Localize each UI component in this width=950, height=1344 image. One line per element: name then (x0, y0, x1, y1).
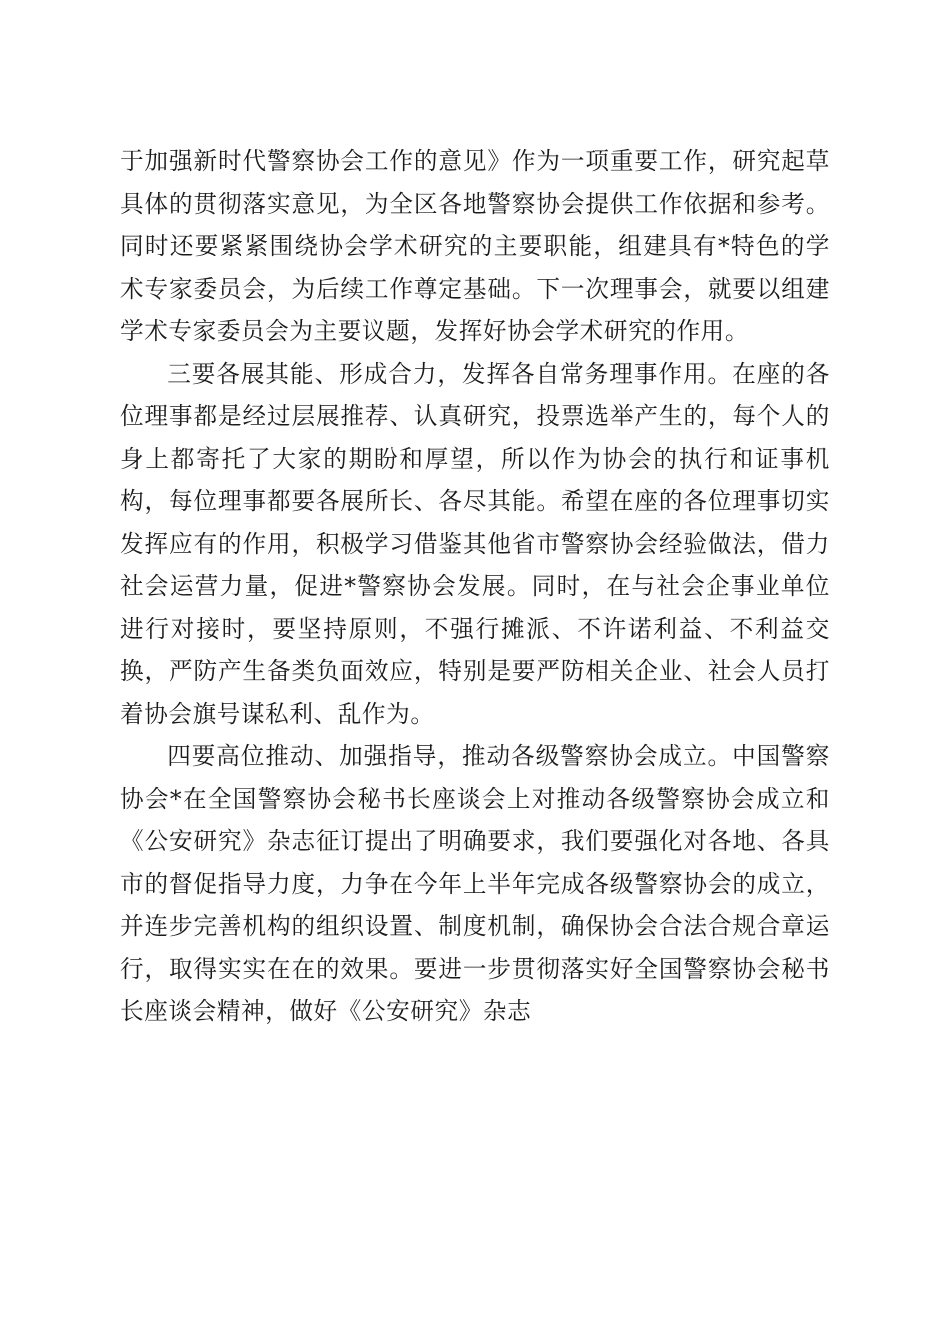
document-page (120, 140, 830, 1033)
paragraph-four: 四要高位推动、加强指导，推动各级警察协会成立。中国警察协会*在全国警察协会秘书长座谈会上对推动各级警察协会成立和《公安研究》杂志征订提出了明确要求，我们要强化对各地、各具市的督促指导力度，力争在今年上半年完成各级警察协会的成立，并连步完善机构的组织设置、制度机制，确保协会合法合规合章运行，取得实实在在的效果。要进一步贯彻落实好全国警察协会秘书长座谈会精神，做好《公安研究》杂志 (120, 742, 830, 1025)
paragraph-continuation: 于加强新时代警察协会工作的意见》作为一项重要工作，研究起草具体的贯彻落实意见，为全区各地警察协会提供工作依据和参考。同时还要紧紧围绕协会学术研究的主要职能，组建具有*特色的学术专家委员会，为后续工作尊定基础。下一次理事会，就要以组建学术专家委员会为主要议题，发挥好协会学术研究的作用。 (120, 147, 830, 345)
paragraph-three: 三要各展其能、形成合力，发挥各自常务理事作用。在座的各位理事都是经过层展推荐、认真研究，投票选举产生的，每个人的身上都寄托了大家的期盼和厚望，所以作为协会的执行和证事机构，每位理事都要各展所长、各尽其能。希望在座的各位理事切实发挥应有的作用，积极学习借鉴其他省市警察协会经验做法，借力社会运营力量，促进*警察协会发展。同时，在与社会企事业单位进行对接时，要坚持原则，不强行摊派、不许诺利益、不利益交换，严防产生备类负面效应，特别是要严防相关企业、社会人员打着协会旗号谋私利、乱作为。 (120, 359, 830, 728)
